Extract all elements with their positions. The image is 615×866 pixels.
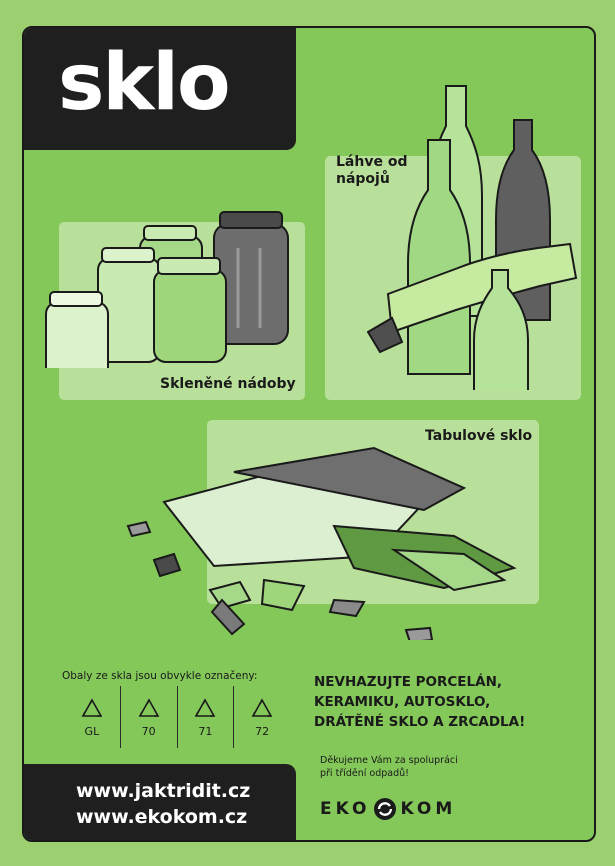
- recycling-marks-title: Obaly ze skla jsou obvykle označeny:: [62, 670, 258, 682]
- thanks-text: [320, 754, 458, 780]
- logo-text-right: KOM: [400, 799, 457, 819]
- warning-text: [314, 672, 576, 732]
- recycling-mark: [64, 686, 120, 748]
- recycling-code: 72: [255, 724, 270, 738]
- warning-line: DRÁTĚNÉ SKLO A ZRCADLA!: [314, 714, 526, 730]
- warning-line: KERAMIKU, AUTOSKLO,: [314, 694, 491, 710]
- bottles-label-line1: Láhve od: [336, 154, 408, 170]
- logo-text-left: EKO: [320, 799, 371, 819]
- thanks-line: při třídění odpadů!: [320, 768, 409, 779]
- jaktridit-link[interactable]: www.jaktridit.cz: [76, 780, 251, 802]
- flat-glass-illustration: [114, 440, 534, 640]
- ekokom-logo: [320, 796, 456, 822]
- recycle-icon: [372, 796, 398, 822]
- warning-line: NEVHAZUJTE PORCELÁN,: [314, 674, 502, 690]
- recycle-icon: [193, 697, 217, 719]
- poster: [22, 26, 596, 842]
- recycling-marks: [64, 686, 290, 748]
- bottles-illustration: [344, 80, 584, 390]
- url-box: [24, 764, 296, 840]
- jars-illustration: [42, 198, 302, 368]
- poster-title: sklo: [58, 38, 229, 128]
- jars-label: Skleněné nádoby: [160, 376, 296, 392]
- recycling-mark: [177, 686, 234, 748]
- recycle-icon: [137, 697, 161, 719]
- recycling-code: 70: [141, 724, 156, 738]
- title-box: [24, 28, 296, 150]
- flat-glass-label: Tabulové sklo: [425, 428, 533, 444]
- bottles-label: [336, 154, 407, 188]
- thanks-line: Děkujeme Vám za spolupráci: [320, 755, 458, 766]
- recycling-mark: [233, 686, 290, 748]
- recycling-code: GL: [84, 724, 100, 738]
- recycling-code: 71: [198, 724, 213, 738]
- recycle-icon: [80, 697, 104, 719]
- recycle-icon: [250, 697, 274, 719]
- ekokom-link[interactable]: www.ekokom.cz: [76, 806, 248, 828]
- recycling-mark: [120, 686, 177, 748]
- bottles-label-line2: nápojů: [336, 171, 390, 187]
